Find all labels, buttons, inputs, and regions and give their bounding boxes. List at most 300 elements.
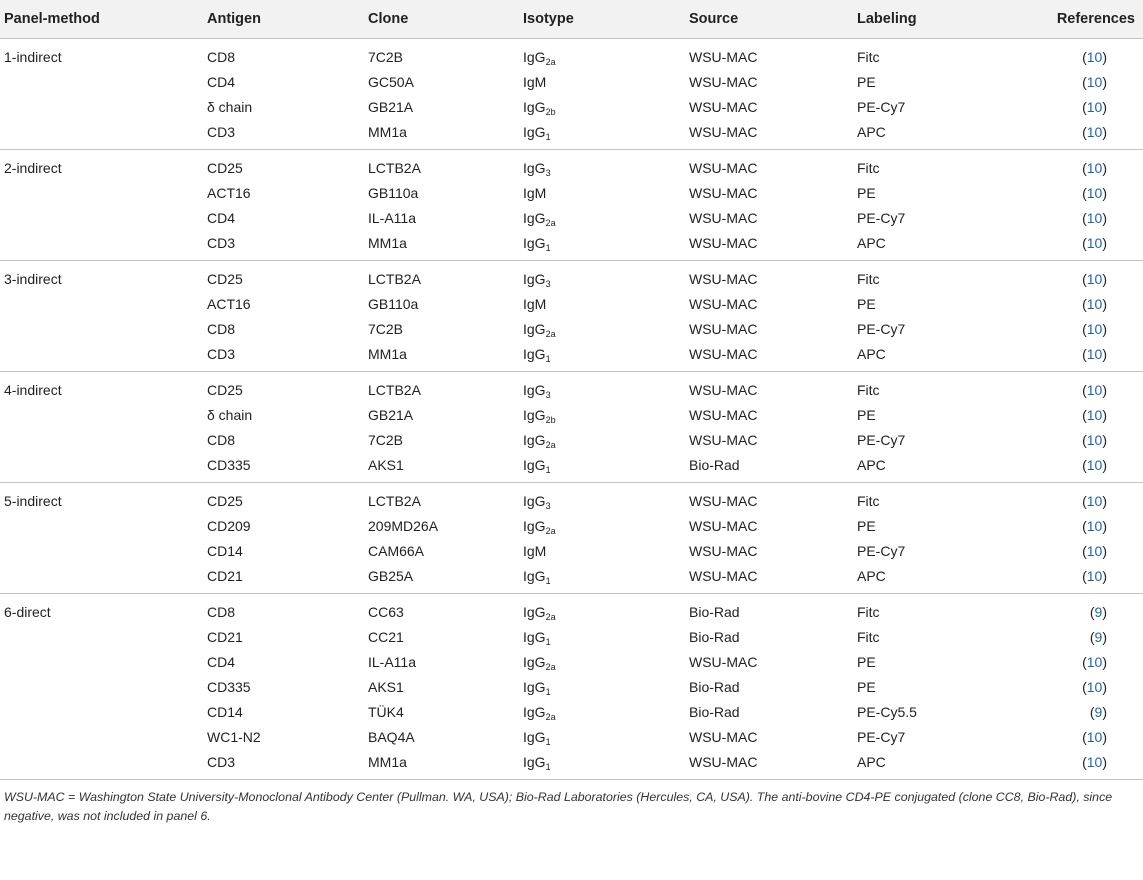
labeling-cell: PE (857, 184, 876, 201)
panel-method-cell (0, 69, 203, 94)
labeling-cell: PE (857, 678, 876, 695)
isotype-subclass: 1 (545, 242, 551, 253)
clone-cell: CC21 (368, 628, 404, 645)
header-isotype: Isotype (519, 0, 685, 39)
reference-close-paren: ) (1102, 345, 1107, 362)
reference-cell (1013, 180, 1143, 205)
table-row (0, 402, 1143, 427)
table-row (0, 427, 1143, 452)
antigen-cell: CD21 (203, 563, 364, 594)
source-cell: Bio-Rad (685, 452, 853, 483)
isotype-subclass: 2a (545, 661, 556, 672)
reference-link[interactable]: 10 (1086, 209, 1103, 226)
isotype-subclass: 2b (545, 106, 556, 117)
isotype-cell (519, 649, 685, 674)
reference-open-paren: ( (1089, 703, 1095, 720)
antigen-cell: CD4 (207, 209, 236, 226)
reference-link[interactable]: 10 (1086, 73, 1103, 90)
clone-cell: MM1a (364, 119, 519, 150)
isotype-base: IgG (523, 123, 546, 140)
clone-cell: GC50A (368, 73, 414, 90)
reference-cell (1013, 483, 1143, 514)
panel-method-cell (0, 94, 203, 119)
isotype-cell (519, 749, 685, 780)
table-row (0, 261, 1143, 292)
antigen-cell: CD4 (207, 653, 236, 670)
labeling-cell: PE-Cy7 (857, 209, 906, 226)
panel-method-cell (0, 205, 203, 230)
labeling-cell: PE (857, 295, 876, 312)
reference-cell (1013, 624, 1143, 649)
labeling-cell: PE (857, 406, 876, 423)
labeling-cell: Fitc (857, 48, 880, 65)
antigen-cell: CD8 (207, 320, 236, 337)
panel-method-cell (0, 538, 203, 563)
isotype-base: IgM (523, 542, 547, 559)
antigen-cell: CD3 (203, 749, 364, 780)
reference-cell (1013, 724, 1143, 749)
reference-cell (1013, 594, 1143, 625)
antigen-cell: CD21 (207, 628, 243, 645)
isotype-base: IgG (523, 678, 546, 695)
isotype-subclass: 3 (545, 389, 551, 400)
reference-close-paren: ) (1102, 653, 1107, 670)
reference-cell (1013, 69, 1143, 94)
source-cell: WSU-MAC (689, 517, 758, 534)
source-cell: WSU-MAC (689, 98, 758, 115)
reference-open-paren: ( (1082, 753, 1087, 770)
isotype-cell (519, 427, 685, 452)
table-row (0, 749, 1143, 780)
isotype-cell (519, 563, 685, 594)
labeling-cell: APC (853, 119, 1013, 150)
reference-cell (1013, 749, 1143, 780)
isotype-base: IgG (523, 381, 546, 398)
panel-method-cell (0, 563, 203, 594)
labeling-cell: APC (853, 341, 1013, 372)
isotype-subclass: 1 (545, 736, 551, 747)
table-row (0, 624, 1143, 649)
panel-method-cell (0, 402, 203, 427)
source-cell: WSU-MAC (689, 270, 758, 287)
table-row (0, 699, 1143, 724)
isotype-base: IgG (523, 728, 546, 745)
panel-method-cell: 1-indirect (4, 48, 62, 65)
source-cell: WSU-MAC (689, 406, 758, 423)
isotype-subclass: 1 (545, 464, 551, 475)
isotype-subclass: 3 (545, 500, 551, 511)
table-row (0, 649, 1143, 674)
reference-open-paren: ( (1082, 567, 1087, 584)
reference-link[interactable]: 10 (1086, 567, 1103, 584)
clone-cell: IL-A11a (368, 653, 416, 670)
labeling-cell: PE-Cy5.5 (857, 703, 917, 720)
antigen-cell: δ chain (207, 98, 253, 115)
reference-open-paren: ( (1082, 406, 1087, 423)
table-header (0, 0, 1143, 39)
reference-link[interactable]: 10 (1086, 456, 1103, 473)
header-row (0, 0, 1143, 39)
isotype-subclass: 1 (545, 353, 551, 364)
reference-close-paren: ) (1102, 542, 1107, 559)
labeling-cell: Fitc (857, 603, 880, 620)
clone-cell: GB110a (368, 295, 419, 312)
reference-close-paren: ) (1102, 517, 1107, 534)
clone-cell: LCTB2A (368, 159, 421, 176)
antigen-cell: CD3 (203, 341, 364, 372)
table-row (0, 538, 1143, 563)
isotype-subclass: 2a (545, 611, 556, 622)
reference-link[interactable]: 9 (1094, 703, 1103, 720)
reference-cell (1013, 94, 1143, 119)
isotype-base: IgG (523, 48, 546, 65)
isotype-cell (519, 119, 685, 150)
isotype-cell (519, 261, 685, 292)
reference-cell (1013, 513, 1143, 538)
panel-method-cell (0, 674, 203, 699)
table-row (0, 205, 1143, 230)
reference-link[interactable]: 10 (1086, 345, 1103, 362)
reference-open-paren: ( (1082, 270, 1087, 287)
isotype-base: IgG (523, 567, 546, 584)
clone-cell: IL-A11a (368, 209, 416, 226)
source-cell: Bio-Rad (689, 678, 740, 695)
isotype-base: IgG (523, 492, 546, 509)
table-row (0, 39, 1143, 70)
table-row (0, 150, 1143, 181)
reference-cell (1013, 205, 1143, 230)
antigen-cell: CD14 (207, 703, 243, 720)
labeling-cell: PE (857, 73, 876, 90)
source-cell: WSU-MAC (689, 73, 758, 90)
reference-close-paren: ) (1102, 295, 1107, 312)
table-row (0, 594, 1143, 625)
reference-cell (1013, 563, 1143, 594)
labeling-cell: PE-Cy7 (857, 431, 906, 448)
antigen-cell: δ chain (207, 406, 253, 423)
antigen-cell: CD14 (207, 542, 243, 559)
labeling-cell: APC (853, 452, 1013, 483)
isotype-subclass: 2a (545, 439, 556, 450)
clone-cell: 209MD26A (368, 517, 439, 534)
reference-cell (1013, 372, 1143, 403)
reference-cell (1013, 230, 1143, 261)
isotype-cell (519, 94, 685, 119)
antigen-cell: CD8 (207, 603, 236, 620)
antigen-cell: CD25 (207, 270, 243, 287)
isotype-cell (519, 291, 685, 316)
source-cell: Bio-Rad (689, 628, 740, 645)
isotype-base: IgG (523, 209, 546, 226)
reference-open-paren: ( (1082, 234, 1087, 251)
table-row (0, 563, 1143, 594)
reference-link[interactable]: 9 (1094, 628, 1103, 645)
table-row (0, 452, 1143, 483)
clone-cell: CAM66A (368, 542, 425, 559)
antigen-cell: CD3 (203, 119, 364, 150)
reference-link[interactable]: 10 (1086, 753, 1103, 770)
table-row (0, 94, 1143, 119)
isotype-cell (519, 513, 685, 538)
reference-link[interactable]: 10 (1086, 431, 1103, 448)
reference-open-paren: ( (1082, 184, 1087, 201)
isotype-subclass: 2a (545, 525, 556, 536)
table-row (0, 483, 1143, 514)
clone-cell: TÜK4 (368, 703, 404, 720)
clone-cell: CC63 (368, 603, 404, 620)
isotype-base: IgG (523, 345, 546, 362)
antigen-cell: CD25 (207, 381, 243, 398)
reference-link[interactable]: 10 (1086, 159, 1103, 176)
isotype-cell (519, 699, 685, 724)
isotype-cell (519, 724, 685, 749)
isotype-subclass: 3 (545, 278, 551, 289)
reference-link[interactable]: 10 (1086, 295, 1103, 312)
reference-open-paren: ( (1082, 98, 1087, 115)
labeling-cell: PE-Cy7 (857, 728, 906, 745)
labeling-cell: Fitc (857, 159, 880, 176)
reference-link[interactable]: 10 (1086, 381, 1103, 398)
isotype-base: IgG (523, 753, 546, 770)
isotype-cell (519, 205, 685, 230)
antigen-cell: CD335 (207, 678, 251, 695)
reference-cell (1013, 699, 1143, 724)
isotype-cell (519, 341, 685, 372)
isotype-cell (519, 452, 685, 483)
table-row (0, 372, 1143, 403)
reference-link[interactable]: 9 (1094, 603, 1103, 620)
reference-cell (1013, 261, 1143, 292)
reference-cell (1013, 316, 1143, 341)
antigen-cell: CD25 (207, 492, 243, 509)
clone-cell: GB21A (368, 98, 414, 115)
isotype-cell (519, 180, 685, 205)
panel-method-cell (0, 291, 203, 316)
isotype-base: IgG (523, 98, 546, 115)
header-antigen: Antigen (203, 0, 364, 39)
reference-cell (1013, 341, 1143, 372)
labeling-cell: PE (857, 517, 876, 534)
antigen-cell: ACT16 (207, 295, 251, 312)
clone-cell: LCTB2A (368, 270, 421, 287)
reference-cell (1013, 150, 1143, 181)
isotype-cell (519, 230, 685, 261)
source-cell: Bio-Rad (689, 703, 740, 720)
source-cell: WSU-MAC (689, 431, 758, 448)
header-panel-method: Panel-method (0, 0, 203, 39)
labeling-cell: APC (853, 230, 1013, 261)
reference-open-paren: ( (1082, 456, 1087, 473)
labeling-cell: PE-Cy7 (857, 320, 906, 337)
isotype-base: IgM (523, 295, 547, 312)
clone-cell: 7C2B (368, 431, 404, 448)
reference-close-paren: ) (1102, 628, 1107, 645)
isotype-base: IgG (523, 517, 546, 534)
reference-close-paren: ) (1102, 48, 1107, 65)
antigen-cell: WC1-N2 (207, 728, 261, 745)
reference-link[interactable]: 10 (1086, 184, 1103, 201)
labeling-cell: APC (853, 749, 1013, 780)
antigen-cell: ACT16 (207, 184, 251, 201)
reference-cell (1013, 427, 1143, 452)
reference-close-paren: ) (1102, 456, 1107, 473)
reference-cell (1013, 291, 1143, 316)
isotype-cell (519, 150, 685, 181)
panel-method-cell (0, 452, 203, 483)
panel-method-cell (0, 316, 203, 341)
table-row (0, 674, 1143, 699)
isotype-cell (519, 372, 685, 403)
source-cell: WSU-MAC (689, 492, 758, 509)
reference-link[interactable]: 10 (1086, 517, 1103, 534)
reference-open-paren: ( (1082, 678, 1087, 695)
reference-close-paren: ) (1102, 98, 1107, 115)
clone-cell: GB110a (368, 184, 419, 201)
reference-link[interactable]: 10 (1086, 728, 1103, 745)
reference-link[interactable]: 10 (1086, 406, 1103, 423)
isotype-base: IgG (523, 603, 546, 620)
labeling-cell: PE-Cy7 (857, 98, 906, 115)
panel-method-cell: 6-direct (4, 603, 51, 620)
reference-cell (1013, 402, 1143, 427)
reference-open-paren: ( (1082, 48, 1087, 65)
reference-cell (1013, 119, 1143, 150)
reference-cell (1013, 452, 1143, 483)
isotype-base: IgG (523, 406, 546, 423)
clone-cell: 7C2B (368, 48, 404, 65)
reference-cell (1013, 39, 1143, 70)
panel-method-cell (0, 180, 203, 205)
reference-open-paren: ( (1082, 345, 1087, 362)
panel-method-cell (0, 649, 203, 674)
clone-cell: AKS1 (368, 678, 404, 695)
isotype-subclass: 2a (545, 711, 556, 722)
isotype-cell (519, 316, 685, 341)
table-body (0, 39, 1143, 780)
reference-open-paren: ( (1082, 381, 1087, 398)
isotype-base: IgG (523, 320, 546, 337)
reference-close-paren: ) (1102, 123, 1107, 140)
reference-open-paren: ( (1082, 123, 1087, 140)
panel-method-cell (0, 119, 203, 150)
isotype-base: IgG (523, 628, 546, 645)
source-cell: WSU-MAC (689, 381, 758, 398)
isotype-subclass: 2a (545, 217, 556, 228)
source-cell: WSU-MAC (685, 230, 853, 261)
antigen-cell: CD209 (207, 517, 251, 534)
reference-open-paren: ( (1082, 728, 1087, 745)
reference-link[interactable]: 10 (1086, 48, 1103, 65)
source-cell: WSU-MAC (689, 728, 758, 745)
isotype-base: IgG (523, 234, 546, 251)
reference-close-paren: ) (1102, 678, 1107, 695)
antigen-cell: CD4 (207, 73, 236, 90)
reference-link[interactable]: 10 (1086, 542, 1103, 559)
clone-cell: BAQ4A (368, 728, 415, 745)
header-references: References (1013, 0, 1143, 39)
reference-link[interactable]: 10 (1086, 492, 1103, 509)
isotype-base: IgG (523, 703, 546, 720)
reference-open-paren: ( (1082, 159, 1087, 176)
source-cell: WSU-MAC (689, 184, 758, 201)
reference-close-paren: ) (1102, 234, 1107, 251)
isotype-subclass: 2a (545, 328, 556, 339)
reference-link[interactable]: 10 (1086, 98, 1103, 115)
isotype-subclass: 1 (545, 686, 551, 697)
reference-open-paren: ( (1089, 603, 1095, 620)
isotype-base: IgG (523, 653, 546, 670)
isotype-cell (519, 594, 685, 625)
reference-link[interactable]: 10 (1086, 270, 1103, 287)
labeling-cell: Fitc (857, 492, 880, 509)
panel-method-cell (0, 749, 203, 780)
source-cell: WSU-MAC (689, 295, 758, 312)
clone-cell: AKS1 (364, 452, 519, 483)
reference-link[interactable]: 10 (1086, 653, 1103, 670)
source-cell: WSU-MAC (689, 320, 758, 337)
antigen-cell: CD25 (207, 159, 243, 176)
isotype-cell (519, 402, 685, 427)
isotype-base: IgM (523, 73, 547, 90)
isotype-base: IgM (523, 184, 547, 201)
clone-cell: MM1a (364, 230, 519, 261)
clone-cell: LCTB2A (368, 381, 421, 398)
reference-close-paren: ) (1102, 184, 1107, 201)
source-cell: WSU-MAC (685, 563, 853, 594)
antigen-cell: CD8 (207, 48, 236, 65)
reference-close-paren: ) (1102, 431, 1107, 448)
source-cell: WSU-MAC (689, 159, 758, 176)
panel-method-cell: 5-indirect (4, 492, 62, 509)
clone-cell: 7C2B (368, 320, 404, 337)
clone-cell: GB21A (368, 406, 414, 423)
labeling-cell: PE (857, 653, 876, 670)
isotype-cell (519, 483, 685, 514)
table-footnote: WSU-MAC = Washington State University-Monoclonal Antibody Center (Pullman. WA, USA); Bio-Rad Laboratories (Hercules, CA, USA). The anti-bovine CD4-PE conjugated (clone CC8, Bio-Rad), since negative, was not included in panel 6. (4, 790, 1113, 823)
reference-link[interactable]: 10 (1086, 320, 1103, 337)
reference-close-paren: ) (1102, 406, 1107, 423)
labeling-cell: PE-Cy7 (857, 542, 906, 559)
reference-link[interactable]: 10 (1086, 678, 1103, 695)
reference-cell (1013, 538, 1143, 563)
table-row (0, 316, 1143, 341)
reference-open-paren: ( (1089, 628, 1095, 645)
labeling-cell: Fitc (857, 270, 880, 287)
source-cell: WSU-MAC (689, 48, 758, 65)
isotype-subclass: 1 (545, 761, 551, 772)
source-cell: WSU-MAC (685, 119, 853, 150)
panel-method-cell (0, 724, 203, 749)
reference-link[interactable]: 10 (1086, 123, 1103, 140)
table-row (0, 230, 1143, 261)
clone-cell: GB25A (364, 563, 519, 594)
clone-cell: LCTB2A (368, 492, 421, 509)
isotype-subclass: 1 (545, 575, 551, 586)
reference-close-paren: ) (1102, 753, 1107, 770)
reference-link[interactable]: 10 (1086, 234, 1103, 251)
reference-close-paren: ) (1102, 567, 1107, 584)
panel-method-cell (0, 230, 203, 261)
reference-close-paren: ) (1102, 703, 1107, 720)
header-clone: Clone (364, 0, 519, 39)
source-cell: WSU-MAC (685, 341, 853, 372)
reference-close-paren: ) (1102, 492, 1107, 509)
clone-cell: MM1a (364, 341, 519, 372)
reference-open-paren: ( (1082, 517, 1087, 534)
reference-open-paren: ( (1082, 295, 1087, 312)
isotype-cell (519, 69, 685, 94)
isotype-base: IgG (523, 159, 546, 176)
